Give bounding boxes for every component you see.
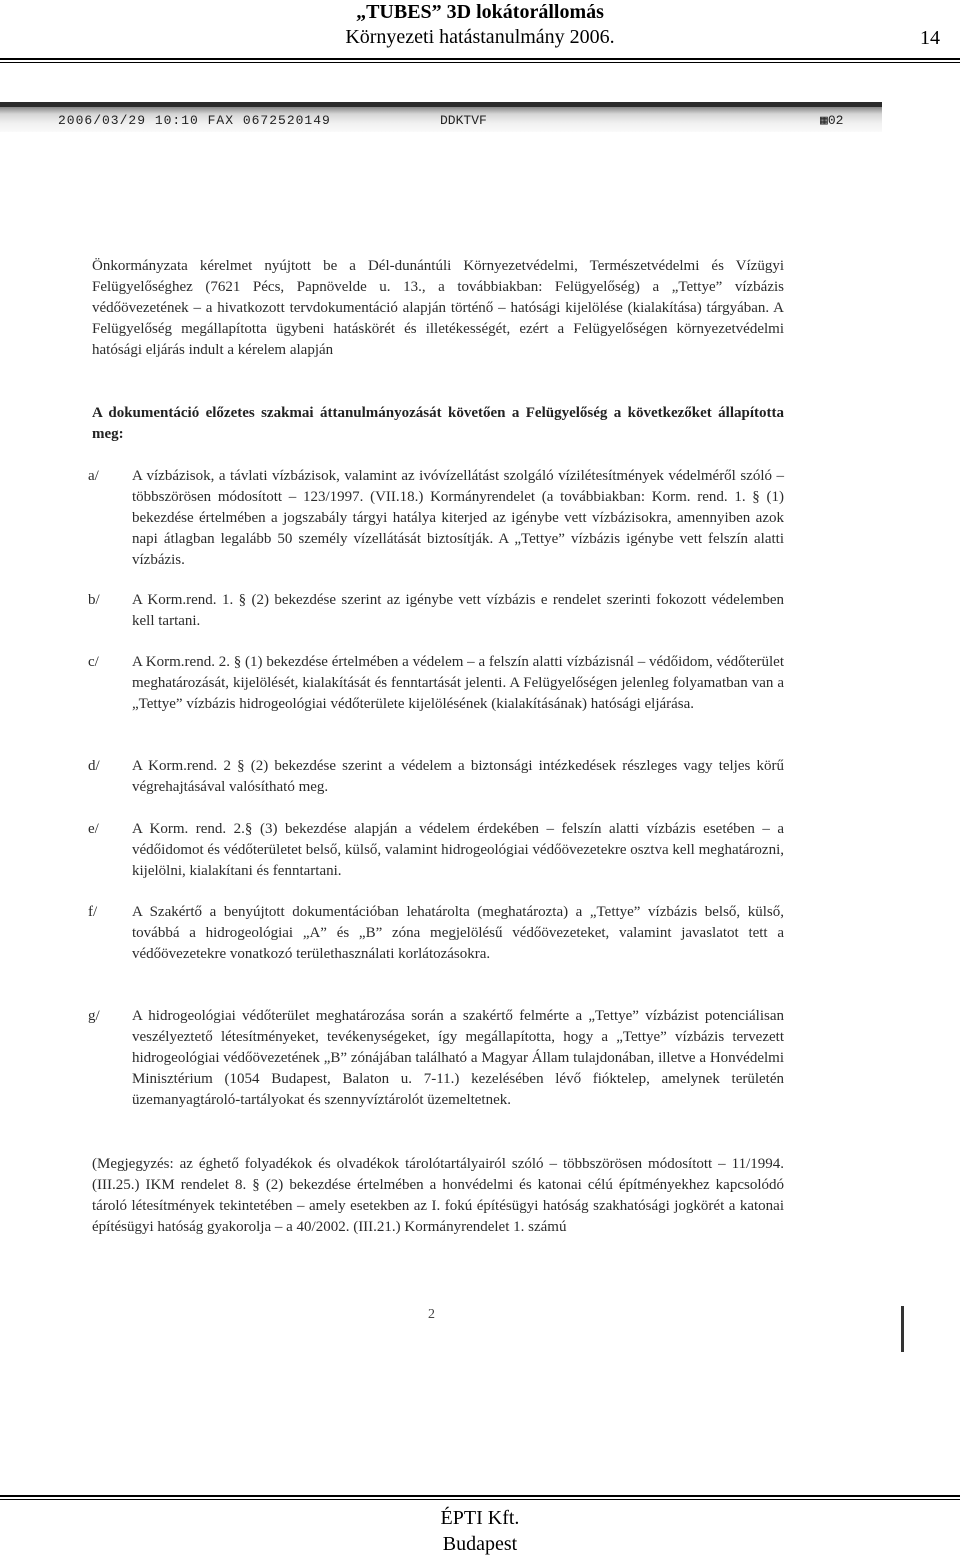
list-item-label: g/: [88, 1008, 100, 1024]
header-rule: [0, 58, 960, 60]
list-item-text: A Korm. rend. 2.§ (3) bekezdése alapján a védelem érdekében – felszín alatti vízbázis esetében – a védőidomot és védőterületet belső, külső, valamint hidrogeológiai védőövezetekre osztva kell meghatározni, kijelölni, kialakítani és fenntartani.: [132, 821, 784, 879]
fax-page-value: 02: [827, 113, 844, 128]
scan-edge-mark: [901, 1306, 904, 1352]
header-subtitle: Környezeti hatástanulmány 2006.: [345, 26, 615, 48]
list-item-text: A hidrogeológiai védőterület meghatározása során a szakértő felmérte a „Tettye” vízbázist potenciálisan veszélyeztető létesítményeket, tevékenységeket, így megállapította, hogy a „Tettye” vízbázis tervezett hidrogeológiai védőövezetének „B” zónájában található a Magyar Állam tulajdonában, illetve a Honvédelmi Minisztérium (1054 Budapest, Balaton u. 7-11.) kezelésében lévő fióktelep, amelynek területén üzemanyagtároló-tartályokat és szennyvíztárolót üzemeltetnek.: [132, 1008, 784, 1108]
list-item-text: A Korm.rend. 1. § (2) bekezdése szerint az igénybe vett vízbázis e rendelet szerinti fokozott védelemben kell tartani.: [132, 592, 784, 629]
list-item-text: A vízbázisok, a távlati vízbázisok, valamint az ivóvízellátást szolgáló vízilétesítmények védelméről szóló – többszörösen módosított – 123/1997. (VII.18.) Kormányrendelet (a továbbiakban: Korm. rend. 1. § (1) bekezdése értelmében a jogszabály tárgyi hatálya kiterjed az igénybe vett vízbázisokra, amennyiben azok napi átlagban legalább 50 személy vízellátását biztosítják. A „Tettye” vízbázis igénybe vett felszín alatti vízbázis.: [132, 468, 784, 568]
list-item-label: a/: [88, 468, 99, 484]
fax-organization: DDKTVF: [440, 113, 487, 128]
footer-rule: [0, 1495, 960, 1497]
footer-company: ÉPTI Kft.: [440, 1507, 520, 1529]
list-item-text: A Korm.rend. 2 § (2) bekezdése szerint a védelem a biztonsági intézkedések részleges vagy teljes körű végrehajtásával valósítható meg.: [132, 758, 784, 795]
fax-header-bar: [0, 102, 882, 107]
footer-rule-thin: [0, 1499, 960, 1500]
intro-paragraph: Önkormányzata kérelmet nyújtott be a Dél-dunántúli Környezetvédelmi, Természetvédelmi és Vízügyi Felügyelőséghez (7621 Pécs, Papnövelde u. 13., a továbbiakban: Felügyelőség) a „Tettye” vízbázis védőövezetének – a hivatkozott tervdokumentáció alapján történő – hatósági kijelölése (kialakítása) tárgyában. A Felügyelőség megállapította ügybeni hatáskörét és illetékességét, ezért a Felügyelőségen környezetvédelmi hatósági eljárás indult a kérelem alapján: [92, 258, 784, 358]
list-item-label: e/: [88, 821, 99, 837]
list-item-text: A Korm.rend. 2. § (1) bekezdése értelmében a védelem – a felszín alatti vízbázisnál – védőidom, védőterület meghatározását, kijelölését, kialakítását és fenntartását jelenti. A Felügyelőségen jelenleg folyamatban van a „Tettye” vízbázis hidrogeológiai védőterülete kijelölésének (kialakításának) hatósági eljárása.: [132, 654, 784, 712]
footer-city: Budapest: [442, 1533, 518, 1555]
list-item-label: f/: [88, 904, 98, 920]
section-heading: A dokumentáció előzetes szakmai áttanulmányozását követően a Felügyelőség a következőket állapította meg:: [92, 405, 784, 442]
fax-timestamp: 2006/03/29 10:10 FAX 0672520149: [58, 113, 331, 128]
list-item-label: d/: [88, 758, 100, 774]
scan-page-number: 2: [428, 1307, 435, 1322]
header-rule-thin: [0, 62, 960, 63]
note-paragraph: (Megjegyzés: az éghető folyadékok és olvadékok tárolótartályairól szóló – többszörösen módosított – 11/1994. (III.25.) IKM rendelet 8. § (2) bekezdése értelmében a honvédelmi és katonai célú építményekhez kapcsolódó tároló létesítmények tekintetében – amely esetekben az I. fokú építésügyi hatóság szakhatósági jogkörét a katonai építésügyi hatóság gyakorolja – a 40/2002. (III.21.) Kormányrendelet 1. számú: [92, 1156, 784, 1235]
fax-page-count: [820, 113, 843, 128]
header-page-number: 14: [920, 27, 940, 49]
list-item-label: b/: [88, 592, 100, 608]
header-title: „TUBES” 3D lokátorállomás: [356, 1, 604, 23]
list-item-label: c/: [88, 654, 99, 670]
list-item-text: A Szakértő a benyújtott dokumentációban lehatárolta (meghatározta) a „Tettye” vízbázis belső, külső, továbbá a hidrogeológiai „A” és „B” zóna megjelölésű védőövezeteket, valamint javaslatot tett a védőövezetekre vonatkozó területhasználati korlátozásokra.: [132, 904, 784, 962]
fax-page-icon: ▦: [820, 113, 828, 128]
